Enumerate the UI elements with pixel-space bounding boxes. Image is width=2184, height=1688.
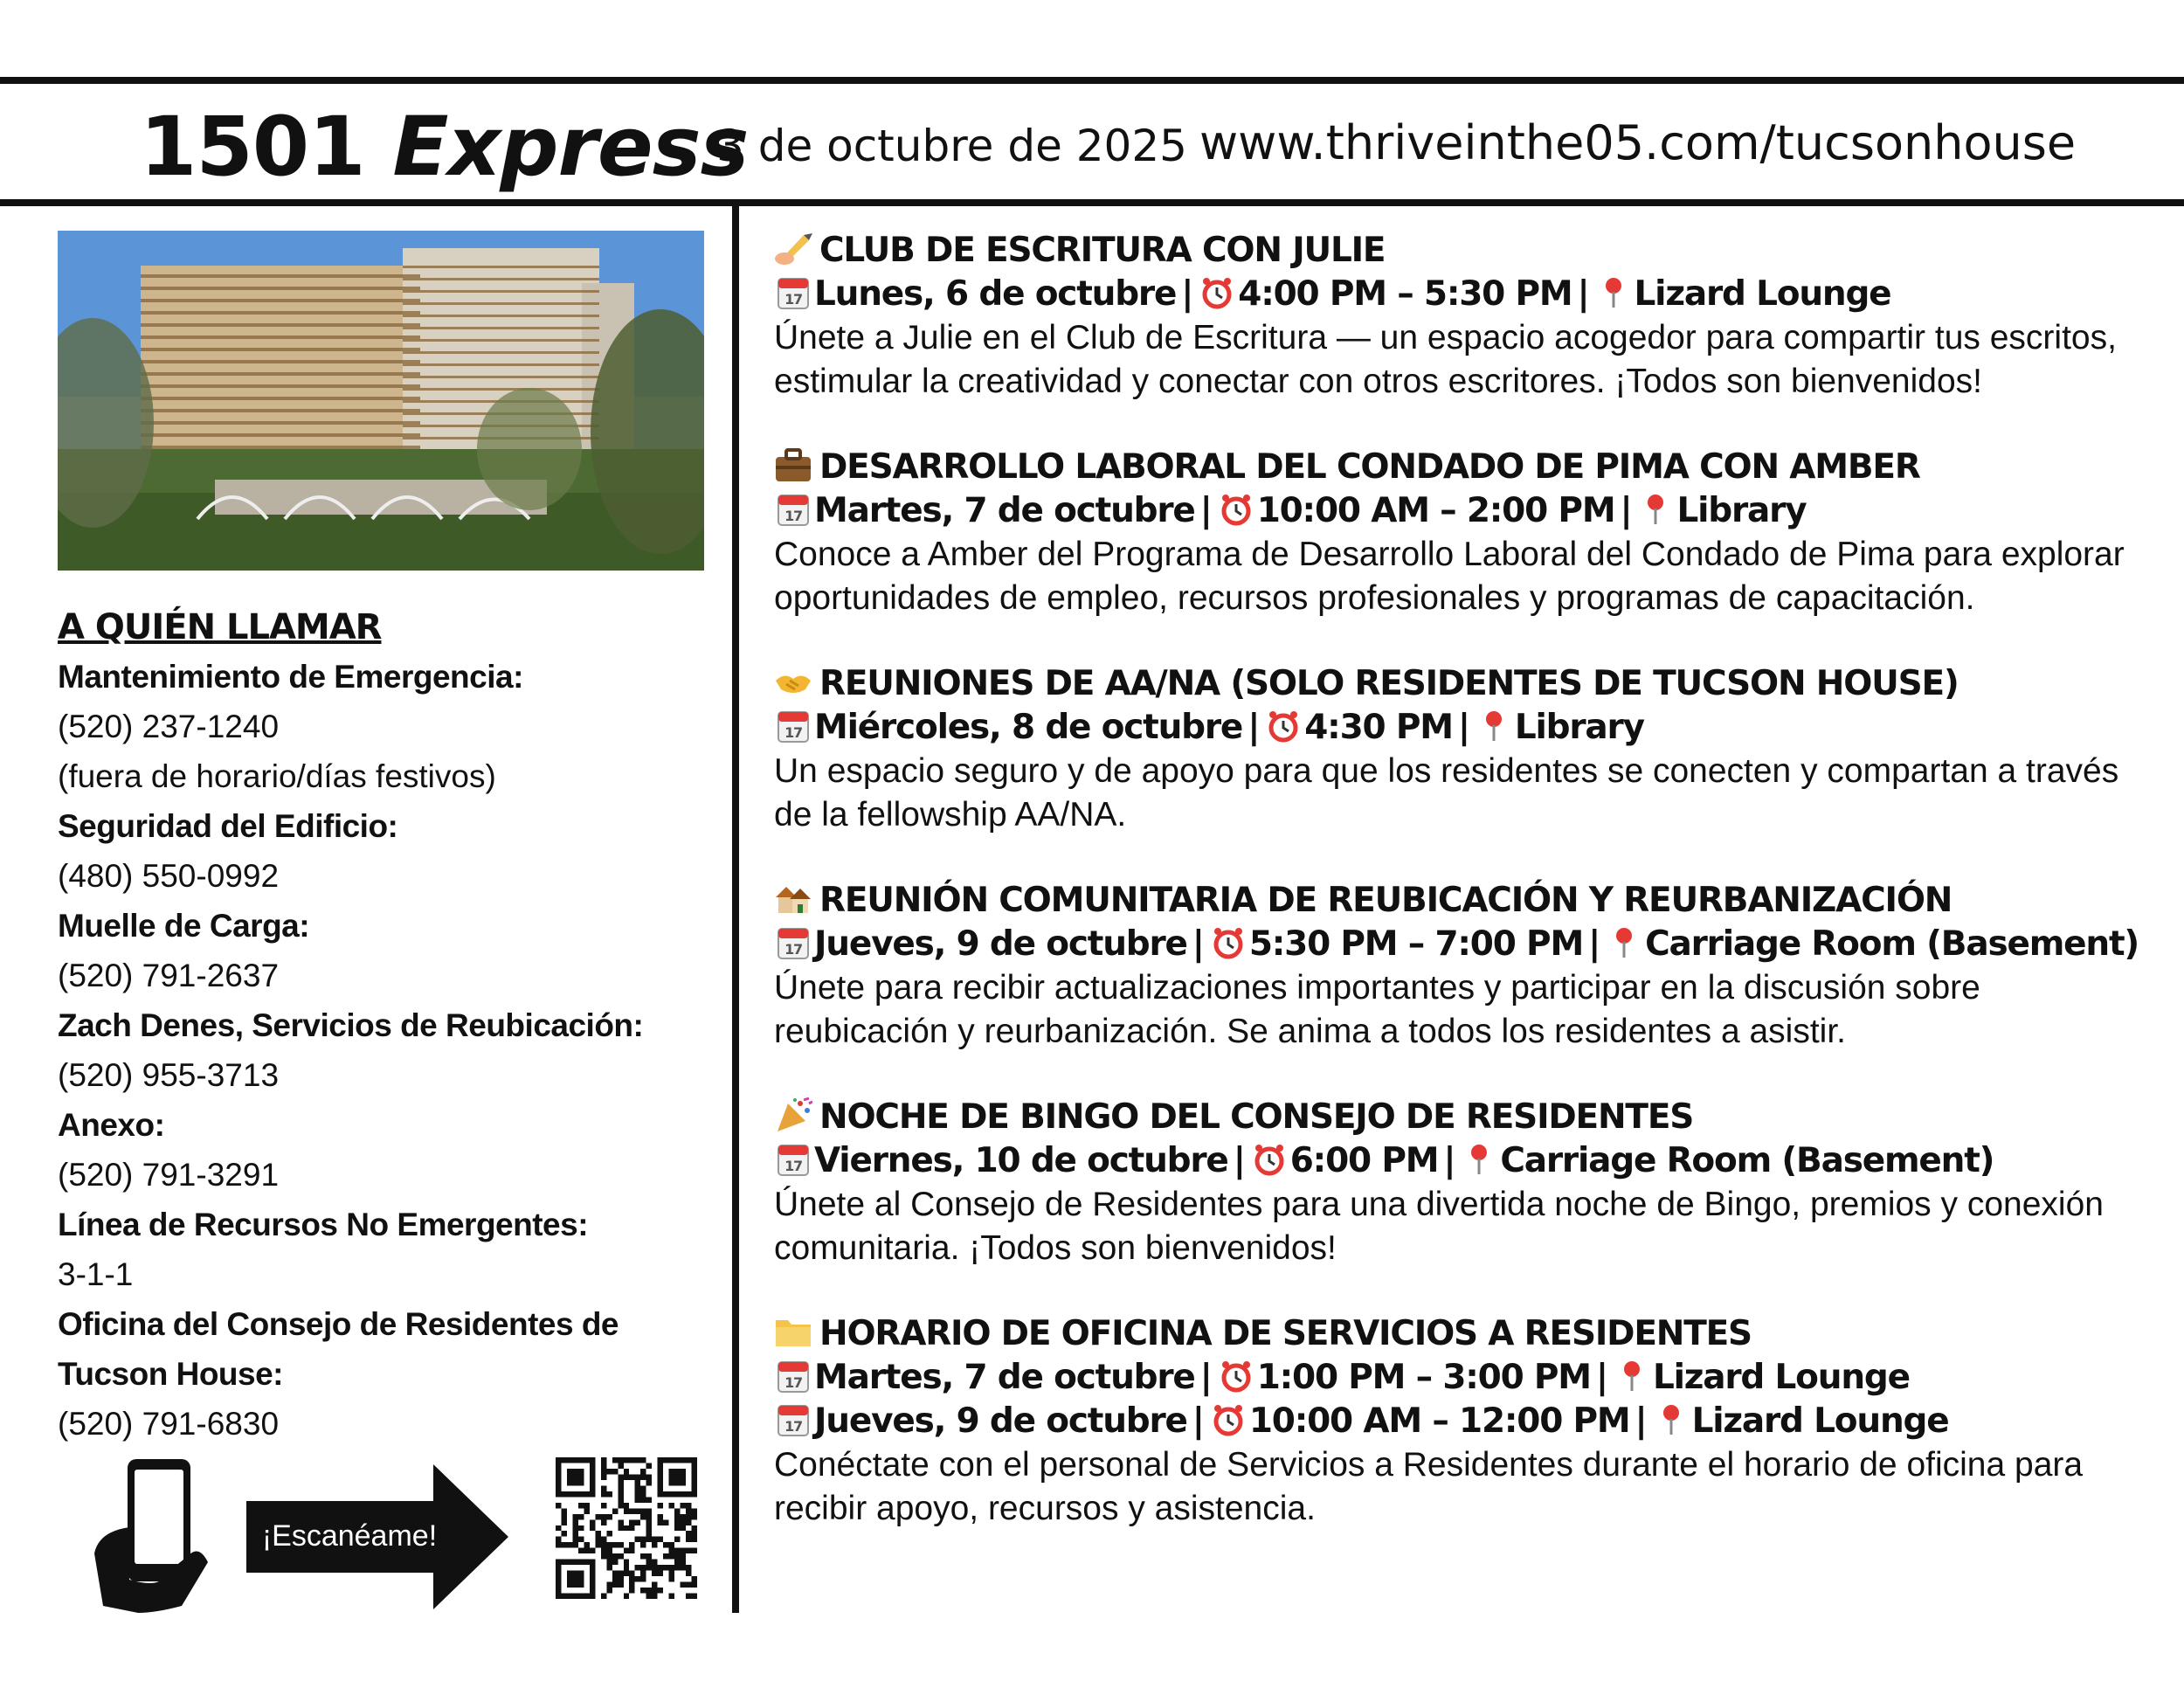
contact-label: Mantenimiento de Emergencia: <box>58 659 523 695</box>
pin-icon <box>1463 1143 1495 1176</box>
event-location: Library <box>1514 708 1644 747</box>
alarm-clock-icon <box>1268 709 1299 743</box>
event-title-text: HORARIO DE OFICINA DE SERVICIOS A RESIDENTES <box>819 1314 1752 1353</box>
event-schedule: 17 Martes, 7 de octubre | 10:00 AM – 2:00 PM | Library <box>774 489 2163 533</box>
calendar-icon <box>778 926 809 959</box>
alarm-clock-icon <box>1213 926 1244 959</box>
svg-text:17: 17 <box>784 1374 802 1391</box>
event-title <box>774 229 2163 273</box>
pin-icon <box>1608 926 1640 959</box>
contact-label: Anexo: <box>58 1107 165 1143</box>
event-time: 5:30 PM – 7:00 PM <box>1248 924 1584 964</box>
calendar-icon <box>778 493 809 526</box>
pin-icon <box>1478 709 1510 743</box>
svg-text:17: 17 <box>784 508 802 524</box>
event-title <box>774 446 2163 489</box>
event-title-text: DESARROLLO LABORAL DEL CONDADO DE PIMA CON AMBER <box>819 447 1920 487</box>
event-description: Un espacio seguro y de apoyo para que los residentes se conecten y compartan a través de la fellowship AA/NA. <box>774 752 2119 834</box>
event-title-text: NOCHE DE BINGO DEL CONSEJO DE RESIDENTES <box>819 1097 1694 1137</box>
contact-label: Línea de Recursos No Emergentes: <box>58 1207 589 1242</box>
scan-label: ¡Escanéame! <box>261 1519 438 1553</box>
calendar-icon <box>778 709 809 743</box>
qr-code[interactable] <box>556 1457 697 1599</box>
alarm-clock-icon <box>1254 1143 1285 1176</box>
contact-label: Tucson House: <box>58 1356 283 1392</box>
contacts-heading: A QUIÉN LLAMAR <box>58 607 382 647</box>
svg-text:17: 17 <box>784 724 802 741</box>
contact-label: Muelle de Carga: <box>58 908 310 944</box>
event-day: Viernes, 10 de octubre <box>814 1141 1228 1180</box>
event-card <box>774 662 2163 837</box>
event-day: Martes, 7 de octubre <box>814 1358 1195 1397</box>
event-card <box>774 1096 2163 1270</box>
website-link[interactable]: www.thriveinthe05.com/tucsonhouse <box>1199 115 2077 170</box>
event-location: Carriage Room (Basement) <box>1500 1141 1994 1180</box>
event-schedule: 17 Lunes, 6 de octubre | 4:00 PM – 5:30 PM | Lizard Lounge <box>774 273 2163 316</box>
event-location: Lizard Lounge <box>1691 1401 1949 1441</box>
event-title <box>774 879 2163 923</box>
party-popper-icon <box>774 1097 812 1133</box>
contacts-section <box>58 603 722 1449</box>
contact-label: Zach Denes, Servicios de Reubicación: <box>58 1007 644 1043</box>
event-location: Lizard Lounge <box>1652 1358 1910 1397</box>
event-day: Martes, 7 de octubre <box>814 491 1195 530</box>
event-day: Jueves, 9 de octubre <box>814 924 1187 964</box>
pin-icon <box>1598 276 1629 309</box>
alarm-clock-icon <box>1213 1403 1244 1436</box>
event-location: Lizard Lounge <box>1634 274 1891 314</box>
event-title <box>774 1312 2163 1356</box>
event-time: 4:00 PM – 5:30 PM <box>1238 274 1572 314</box>
contact-phone[interactable]: (520) 955-3713 <box>58 1057 280 1093</box>
briefcase-icon <box>774 446 812 483</box>
pin-icon <box>1640 493 1671 526</box>
contact-label: Seguridad del Edificio: <box>58 808 398 844</box>
event-time: 6:00 PM <box>1289 1141 1439 1180</box>
contact-phone[interactable]: (480) 550-0992 <box>58 858 280 894</box>
contact-phone[interactable]: (520) 791-6830 <box>58 1406 280 1442</box>
pin-icon <box>1655 1403 1687 1436</box>
newsletter-title <box>140 91 749 204</box>
event-schedule: 17 Jueves, 9 de octubre | 10:00 AM – 12:00 PM | Lizard Lounge <box>774 1400 2163 1443</box>
houses-icon <box>774 880 812 917</box>
contact-note: (fuera de horario/días festivos) <box>58 758 496 794</box>
event-day: Miércoles, 8 de octubre <box>814 708 1243 747</box>
event-schedule: 17 Miércoles, 8 de octubre | 4:30 PM | Library <box>774 706 2163 750</box>
svg-text:17: 17 <box>784 1418 802 1435</box>
event-card <box>774 1312 2163 1531</box>
event-card <box>774 229 2163 404</box>
contact-phone[interactable]: (520) 791-3291 <box>58 1157 280 1193</box>
event-title <box>774 1096 2163 1139</box>
event-time: 1:00 PM – 3:00 PM <box>1256 1358 1591 1397</box>
event-schedule: 17 Viernes, 10 de octubre | 6:00 PM | Carriage Room (Basement) <box>774 1139 2163 1183</box>
events-list <box>774 229 2163 1573</box>
event-title <box>774 662 2163 706</box>
event-description: Únete a Julie en el Club de Escritura — un espacio acogedor para compartir tus escritos, estimular la creatividad y conectar con otros escritores. ¡Todos son bienvenidos! <box>774 319 2117 400</box>
column-divider <box>732 206 739 1613</box>
event-day: Jueves, 9 de octubre <box>814 1401 1187 1441</box>
title-number: 1501 <box>140 100 365 195</box>
svg-text:17: 17 <box>784 941 802 958</box>
contact-label: Oficina del Consejo de Residentes de <box>58 1306 619 1342</box>
calendar-icon <box>778 1359 809 1393</box>
alarm-clock-icon <box>1220 1359 1252 1393</box>
event-description: Únete para recibir actualizaciones importantes y participar en la discusión sobre reubicación y reurbanización. Se anima a todos los residentes a asistir. <box>774 969 1980 1050</box>
calendar-icon <box>778 276 809 309</box>
event-location: Carriage Room (Basement) <box>1645 924 2139 964</box>
alarm-clock-icon <box>1220 493 1252 526</box>
title-word: Express <box>392 100 749 195</box>
folder-icon <box>774 1313 812 1350</box>
building-photo <box>58 231 704 571</box>
event-title-text: CLUB DE ESCRITURA CON JULIE <box>819 231 1386 270</box>
phone-in-hand-icon <box>77 1457 225 1615</box>
calendar-icon <box>778 1403 809 1436</box>
header-rule-bottom <box>0 199 2184 206</box>
event-schedule: 17 Jueves, 9 de octubre | 5:30 PM – 7:00 PM | Carriage Room (Basement) <box>774 923 2163 966</box>
event-time: 4:30 PM <box>1304 708 1453 747</box>
event-description: Conoce a Amber del Programa de Desarrollo Laboral del Condado de Pima para explorar oportunidades de empleo, recursos profesionales y programas de capacitación. <box>774 536 2125 617</box>
svg-text:17: 17 <box>784 1158 802 1174</box>
event-time: 10:00 AM – 12:00 PM <box>1248 1401 1630 1441</box>
event-title-text: REUNIONES DE AA/NA (SOLO RESIDENTES DE TUCSON HOUSE) <box>819 664 1959 703</box>
event-location: Library <box>1676 491 1807 530</box>
event-description: Conéctate con el personal de Servicios a Residentes durante el horario de oficina para recibir apoyo, recursos y asistencia. <box>774 1446 2084 1527</box>
issue-date: 3 de octubre de 2025 <box>716 121 1187 171</box>
contact-phone[interactable]: (520) 237-1240 <box>58 709 280 744</box>
building-photo-illustration <box>58 231 704 571</box>
handshake-icon <box>774 663 812 700</box>
writing-hand-icon <box>774 230 812 266</box>
alarm-clock-icon <box>1201 276 1233 309</box>
event-title-text: REUNIÓN COMUNITARIA DE REUBICACIÓN Y REURBANIZACIÓN <box>819 881 1952 920</box>
event-description: Únete al Consejo de Residentes para una divertida noche de Bingo, premios y conexión comunitaria. ¡Todos son bienvenidos! <box>774 1186 2104 1267</box>
scan-area <box>77 1457 706 1615</box>
event-day: Lunes, 6 de octubre <box>814 274 1177 314</box>
event-schedule: 17 Martes, 7 de octubre | 1:00 PM – 3:00 PM | Lizard Lounge <box>774 1356 2163 1400</box>
calendar-icon <box>778 1143 809 1176</box>
contact-list <box>58 652 722 1449</box>
svg-text:17: 17 <box>784 291 802 308</box>
event-card <box>774 446 2163 620</box>
contact-phone[interactable]: (520) 791-2637 <box>58 958 280 993</box>
pin-icon <box>1616 1359 1648 1393</box>
header-rule-top <box>0 77 2184 84</box>
event-time: 10:00 AM – 2:00 PM <box>1256 491 1615 530</box>
event-card <box>774 879 2163 1054</box>
contact-phone[interactable]: 3-1-1 <box>58 1256 134 1292</box>
